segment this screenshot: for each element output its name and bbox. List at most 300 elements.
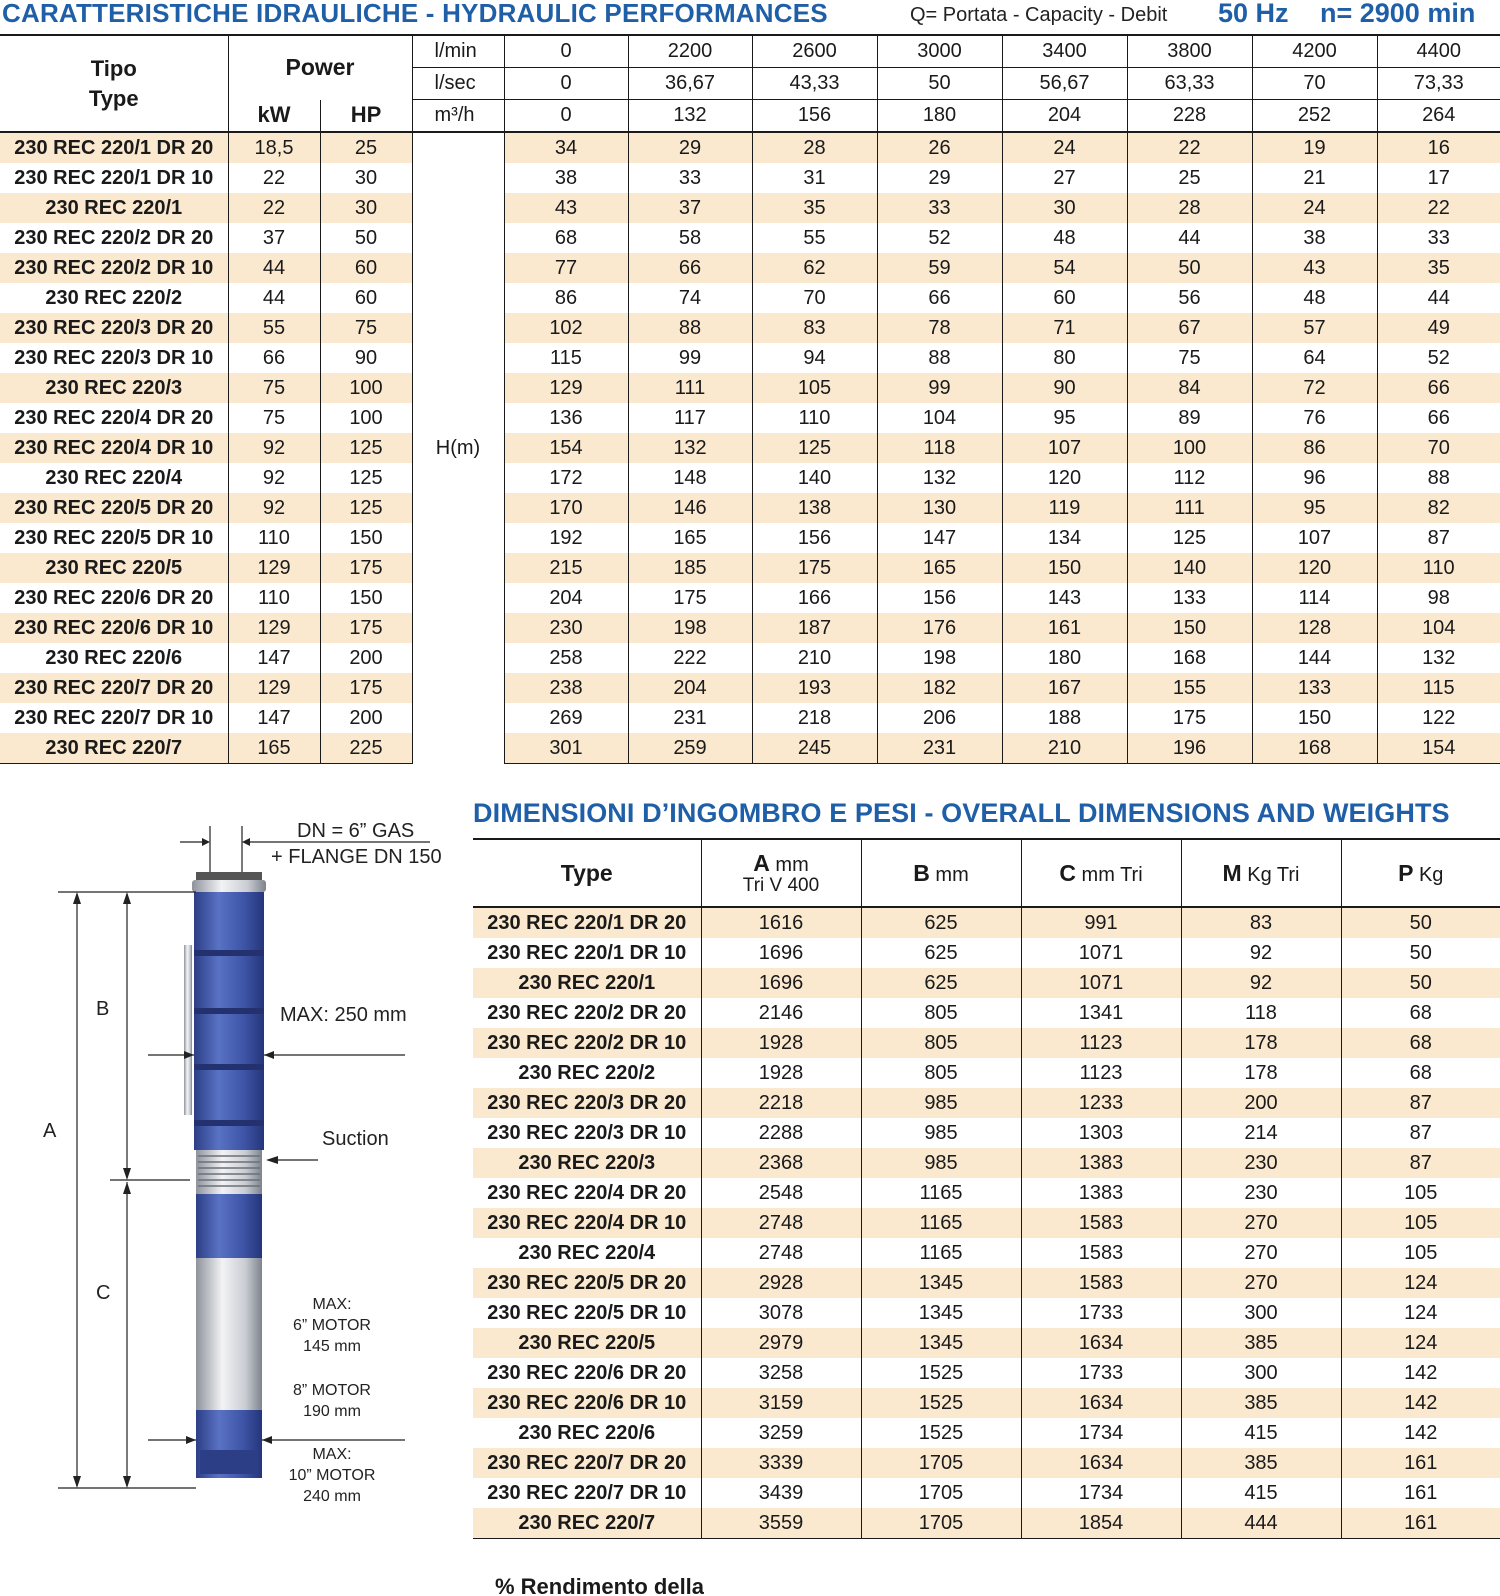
- pump-type: 230 REC 220/2 DR 20: [0, 223, 228, 253]
- power-hp: 60: [320, 253, 412, 283]
- head-value: 83: [752, 313, 877, 343]
- col-hp: HP: [320, 100, 412, 133]
- capacity-note: Q= Portata - Capacity - Debit: [910, 4, 1168, 26]
- power-hp: 90: [320, 343, 412, 373]
- power-kw: 37: [228, 223, 320, 253]
- flow-row: [0, 35, 1500, 68]
- power-kw: 75: [228, 373, 320, 403]
- head-value: 95: [1002, 403, 1127, 433]
- hydraulic-title: CARATTERISTICHE IDRAULICHE - HYDRAULIC PERFORMANCES: [2, 0, 828, 28]
- dim-a: 2288: [701, 1118, 861, 1148]
- head-value: 176: [877, 613, 1002, 643]
- head-value: 136: [504, 403, 628, 433]
- head-value: 231: [628, 703, 752, 733]
- power-kw: 110: [228, 523, 320, 553]
- dim-m: 214: [1181, 1118, 1341, 1148]
- head-value: 138: [752, 493, 877, 523]
- head-value: 90: [1002, 373, 1127, 403]
- dim-b: 1525: [861, 1418, 1021, 1448]
- table-row: [0, 523, 1500, 553]
- dim-p: 124: [1341, 1328, 1500, 1358]
- head-value: 26: [877, 132, 1002, 163]
- dim-m: 415: [1181, 1478, 1341, 1508]
- dimensions-title: DIMENSIONI D’INGOMBRO E PESI - OVERALL DIMENSIONS AND WEIGHTS: [473, 798, 1450, 828]
- head-value: 140: [1127, 553, 1252, 583]
- power-kw: 18,5: [228, 132, 320, 163]
- flow-value: 36,67: [628, 68, 752, 100]
- type-label: Type: [88, 85, 139, 111]
- head-value: 144: [1252, 643, 1377, 673]
- power-kw: 129: [228, 553, 320, 583]
- dim-b: 1165: [861, 1238, 1021, 1268]
- dim-a: 2548: [701, 1178, 861, 1208]
- flow-value: 4200: [1252, 35, 1377, 68]
- power-hp: 75: [320, 313, 412, 343]
- head-value: 258: [504, 643, 628, 673]
- dim-c: 1854: [1021, 1508, 1181, 1539]
- table-row: [473, 1448, 1500, 1478]
- max-width-label: MAX: 250 mm: [280, 1004, 407, 1026]
- pump-type: 230 REC 220/2: [473, 1058, 701, 1088]
- dim-b: 1705: [861, 1478, 1021, 1508]
- head-value: 175: [628, 583, 752, 613]
- dim-m: 385: [1181, 1448, 1341, 1478]
- dim-m: 270: [1181, 1208, 1341, 1238]
- dim-m: 118: [1181, 998, 1341, 1028]
- table-row: [0, 403, 1500, 433]
- pump-type: 230 REC 220/7: [0, 733, 228, 764]
- power-kw: 147: [228, 703, 320, 733]
- pump-type: 230 REC 220/3 DR 20: [0, 313, 228, 343]
- head-value: 146: [628, 493, 752, 523]
- dim-c: 1634: [1021, 1388, 1181, 1418]
- head-value: 193: [752, 673, 877, 703]
- table-row: [0, 673, 1500, 703]
- flow-value: 2600: [752, 35, 877, 68]
- dim-m: 200: [1181, 1088, 1341, 1118]
- flow-value: 3000: [877, 35, 1002, 68]
- table-row: [473, 1208, 1500, 1238]
- head-value: 120: [1252, 553, 1377, 583]
- head-value: 43: [504, 193, 628, 223]
- col-a: A mm Tri V 400: [701, 839, 861, 907]
- table-row: [473, 938, 1500, 968]
- dim-m: 270: [1181, 1238, 1341, 1268]
- head-value: 35: [1377, 253, 1500, 283]
- head-value: 70: [1377, 433, 1500, 463]
- table-row: [0, 283, 1500, 313]
- dim-m: 444: [1181, 1508, 1341, 1539]
- head-value: 67: [1127, 313, 1252, 343]
- head-value: 133: [1252, 673, 1377, 703]
- pump-type: 230 REC 220/6 DR 10: [473, 1388, 701, 1418]
- head-value: 134: [1002, 523, 1127, 553]
- head-value: 115: [504, 343, 628, 373]
- head-value: 204: [628, 673, 752, 703]
- head-value: 22: [1127, 132, 1252, 163]
- table-row: [473, 1508, 1500, 1539]
- power-kw: 44: [228, 253, 320, 283]
- pump-type: 230 REC 220/5: [0, 553, 228, 583]
- head-value: 238: [504, 673, 628, 703]
- head-value: 118: [877, 433, 1002, 463]
- dim-m: 415: [1181, 1418, 1341, 1448]
- power-hp: 60: [320, 283, 412, 313]
- head-value: 125: [752, 433, 877, 463]
- dim-m: 300: [1181, 1298, 1341, 1328]
- dim-a: 2368: [701, 1148, 861, 1178]
- head-value: 150: [1002, 553, 1127, 583]
- head-value: 112: [1127, 463, 1252, 493]
- head-value: 111: [628, 373, 752, 403]
- dim-c: 1583: [1021, 1268, 1181, 1298]
- head-value: 172: [504, 463, 628, 493]
- dim-b: 985: [861, 1148, 1021, 1178]
- head-value: 33: [1377, 223, 1500, 253]
- head-value: 154: [1377, 733, 1500, 764]
- power-kw: 147: [228, 643, 320, 673]
- dimension-c-label: C: [96, 1282, 111, 1304]
- head-value: 107: [1002, 433, 1127, 463]
- dim-m: 92: [1181, 938, 1341, 968]
- dim-p: 87: [1341, 1148, 1500, 1178]
- dim-c: 1383: [1021, 1178, 1181, 1208]
- dn-line2: + FLANGE DN 150: [271, 846, 442, 868]
- table-row: [473, 1298, 1500, 1328]
- dim-m: 385: [1181, 1328, 1341, 1358]
- head-value: 129: [504, 373, 628, 403]
- suction-label: Suction: [322, 1128, 389, 1150]
- flow-value: 0: [504, 35, 628, 68]
- table-row: [0, 313, 1500, 343]
- dimension-b-label: B: [96, 998, 110, 1020]
- power-hp: 100: [320, 373, 412, 403]
- head-value: 185: [628, 553, 752, 583]
- pump-type: 230 REC 220/4: [473, 1238, 701, 1268]
- hydraulic-table: [0, 34, 1500, 764]
- dim-p: 50: [1341, 907, 1500, 938]
- pump-type: 230 REC 220/3: [473, 1148, 701, 1178]
- head-value: 31: [752, 163, 877, 193]
- head-value: 102: [504, 313, 628, 343]
- dim-a: 2146: [701, 998, 861, 1028]
- head-value: 57: [1252, 313, 1377, 343]
- head-value: 143: [1002, 583, 1127, 613]
- dim-c: 1583: [1021, 1238, 1181, 1268]
- flow-value: 56,67: [1002, 68, 1127, 100]
- table-row: [473, 1028, 1500, 1058]
- dim-b: 625: [861, 907, 1021, 938]
- head-value: 60: [1002, 283, 1127, 313]
- dim-c: 1233: [1021, 1088, 1181, 1118]
- head-value: 82: [1377, 493, 1500, 523]
- dim-p: 142: [1341, 1388, 1500, 1418]
- head-value: 58: [628, 223, 752, 253]
- flow-value: 156: [752, 100, 877, 133]
- dim-a: 1928: [701, 1058, 861, 1088]
- dim-c: 1734: [1021, 1478, 1181, 1508]
- dimensions-header-row: [473, 839, 1500, 907]
- flow-value: 252: [1252, 100, 1377, 133]
- head-value: 204: [504, 583, 628, 613]
- table-row: [473, 907, 1500, 938]
- head-value: 166: [752, 583, 877, 613]
- head-value: 74: [628, 283, 752, 313]
- dim-a: 1928: [701, 1028, 861, 1058]
- frequency: 50 Hz: [1218, 0, 1289, 28]
- head-value: 301: [504, 733, 628, 764]
- power-kw: 22: [228, 193, 320, 223]
- head-value: 16: [1377, 132, 1500, 163]
- pump-type: 230 REC 220/6 DR 10: [0, 613, 228, 643]
- table-row: [0, 433, 1500, 463]
- head-value: 33: [628, 163, 752, 193]
- dim-p: 161: [1341, 1508, 1500, 1539]
- head-value: 206: [877, 703, 1002, 733]
- head-value: 125: [1127, 523, 1252, 553]
- power-hp: 50: [320, 223, 412, 253]
- dim-p: 142: [1341, 1358, 1500, 1388]
- dim-c: 1634: [1021, 1448, 1181, 1478]
- head-value: 147: [877, 523, 1002, 553]
- flow-value: 63,33: [1127, 68, 1252, 100]
- head-value: 104: [1377, 613, 1500, 643]
- head-value: 66: [1377, 373, 1500, 403]
- head-value: 86: [1252, 433, 1377, 463]
- head-value: 59: [877, 253, 1002, 283]
- flow-value: 0: [504, 100, 628, 133]
- dim-a: 3259: [701, 1418, 861, 1448]
- table-row: [473, 1238, 1500, 1268]
- pump-type: 230 REC 220/4 DR 10: [0, 433, 228, 463]
- head-value: 72: [1252, 373, 1377, 403]
- dim-m: 92: [1181, 968, 1341, 998]
- flow-value: 2200: [628, 35, 752, 68]
- dim-c: 1303: [1021, 1118, 1181, 1148]
- head-value: 52: [1377, 343, 1500, 373]
- pump-type: 230 REC 220/3 DR 10: [473, 1118, 701, 1148]
- dim-c: 1071: [1021, 968, 1181, 998]
- flow-value: 43,33: [752, 68, 877, 100]
- head-value: 120: [1002, 463, 1127, 493]
- dim-p: 161: [1341, 1448, 1500, 1478]
- dim-m: 270: [1181, 1268, 1341, 1298]
- head-value: 38: [504, 163, 628, 193]
- power-kw: 92: [228, 463, 320, 493]
- head-value: 230: [504, 613, 628, 643]
- col-power: Power: [228, 35, 412, 100]
- dim-p: 50: [1341, 968, 1500, 998]
- power-hp: 200: [320, 703, 412, 733]
- head-value: 33: [877, 193, 1002, 223]
- head-value: 231: [877, 733, 1002, 764]
- dim-p: 142: [1341, 1418, 1500, 1448]
- dim-p: 50: [1341, 938, 1500, 968]
- dim-c: 1383: [1021, 1148, 1181, 1178]
- dim-m: 230: [1181, 1148, 1341, 1178]
- head-value: 35: [752, 193, 877, 223]
- head-value: 222: [628, 643, 752, 673]
- power-kw: 22: [228, 163, 320, 193]
- head-value: 80: [1002, 343, 1127, 373]
- dim-b: 805: [861, 1058, 1021, 1088]
- head-value: 24: [1252, 193, 1377, 223]
- head-value: 170: [504, 493, 628, 523]
- flow-value: 180: [877, 100, 1002, 133]
- head-value: 133: [1127, 583, 1252, 613]
- dim-p: 105: [1341, 1208, 1500, 1238]
- head-value: 37: [628, 193, 752, 223]
- dim-a: 3159: [701, 1388, 861, 1418]
- power-hp: 150: [320, 583, 412, 613]
- head-value: 188: [1002, 703, 1127, 733]
- table-row: [473, 1388, 1500, 1418]
- head-value: 48: [1002, 223, 1127, 253]
- motor-note-2: 8” MOTOR 190 mm: [293, 1382, 371, 1420]
- head-value: 24: [1002, 132, 1127, 163]
- motor-note-3: MAX: 10” MOTOR 240 mm: [288, 1446, 376, 1505]
- dim-a: 1696: [701, 938, 861, 968]
- pump-type: 230 REC 220/4: [0, 463, 228, 493]
- dim-p: 68: [1341, 1028, 1500, 1058]
- dim-c: 1123: [1021, 1058, 1181, 1088]
- table-row: [0, 703, 1500, 733]
- head-value: 128: [1252, 613, 1377, 643]
- pump-type: 230 REC 220/2 DR 20: [473, 998, 701, 1028]
- dim-m: 300: [1181, 1358, 1341, 1388]
- power-hp: 175: [320, 553, 412, 583]
- head-value: 49: [1377, 313, 1500, 343]
- pump-type: 230 REC 220/1 DR 10: [0, 163, 228, 193]
- head-value: 196: [1127, 733, 1252, 764]
- head-value: 111: [1127, 493, 1252, 523]
- head-value: 19: [1252, 132, 1377, 163]
- head-value: 210: [1002, 733, 1127, 764]
- head-value: 150: [1252, 703, 1377, 733]
- head-value: 110: [1377, 553, 1500, 583]
- power-hp: 125: [320, 433, 412, 463]
- head-value: 175: [1127, 703, 1252, 733]
- head-value: 117: [628, 403, 752, 433]
- dim-p: 161: [1341, 1478, 1500, 1508]
- dim-p: 105: [1341, 1238, 1500, 1268]
- dim-a: 3339: [701, 1448, 861, 1478]
- table-row: [473, 1118, 1500, 1148]
- table-row: [0, 373, 1500, 403]
- head-value: 218: [752, 703, 877, 733]
- pump-type: 230 REC 220/3 DR 10: [0, 343, 228, 373]
- head-value: 105: [752, 373, 877, 403]
- table-row: [0, 223, 1500, 253]
- dim-b: 1705: [861, 1448, 1021, 1478]
- pump-type: 230 REC 220/4 DR 10: [473, 1208, 701, 1238]
- head-value: 62: [752, 253, 877, 283]
- pump-type: 230 REC 220/1 DR 20: [0, 132, 228, 163]
- table-row: [0, 132, 1500, 163]
- flow-value: 3800: [1127, 35, 1252, 68]
- table-row: [0, 583, 1500, 613]
- dim-a: 2928: [701, 1268, 861, 1298]
- table-row: [473, 1268, 1500, 1298]
- pump-type: 230 REC 220/7 DR 20: [0, 673, 228, 703]
- head-value: 44: [1127, 223, 1252, 253]
- head-value: 100: [1127, 433, 1252, 463]
- dim-b: 1345: [861, 1298, 1021, 1328]
- dim-b: 1345: [861, 1328, 1021, 1358]
- head-value: 88: [628, 313, 752, 343]
- dim-c: 1733: [1021, 1358, 1181, 1388]
- power-hp: 150: [320, 523, 412, 553]
- head-value: 99: [628, 343, 752, 373]
- dimension-a-label: A: [43, 1120, 57, 1142]
- head-value: 165: [628, 523, 752, 553]
- dim-p: 68: [1341, 1058, 1500, 1088]
- head-value: 161: [1002, 613, 1127, 643]
- head-value: 28: [1127, 193, 1252, 223]
- pump-illustration: [0, 820, 470, 1500]
- pump-type: 230 REC 220/2 DR 10: [473, 1028, 701, 1058]
- flow-unit: l/sec: [412, 68, 504, 100]
- pump-type: 230 REC 220/7 DR 10: [473, 1478, 701, 1508]
- head-value: 75: [1127, 343, 1252, 373]
- pump-type: 230 REC 220/2 DR 10: [0, 253, 228, 283]
- head-value: 71: [1002, 313, 1127, 343]
- dim-p: 87: [1341, 1118, 1500, 1148]
- head-value: 44: [1377, 283, 1500, 313]
- power-hp: 125: [320, 463, 412, 493]
- pump-type: 230 REC 220/5 DR 10: [0, 523, 228, 553]
- table-row: [0, 553, 1500, 583]
- dim-b: 805: [861, 1028, 1021, 1058]
- dim-a: 2748: [701, 1238, 861, 1268]
- head-value: 48: [1252, 283, 1377, 313]
- dim-p: 124: [1341, 1298, 1500, 1328]
- head-value: 17: [1377, 163, 1500, 193]
- head-value: 154: [504, 433, 628, 463]
- dim-b: 1525: [861, 1358, 1021, 1388]
- dim-a: 3439: [701, 1478, 861, 1508]
- pump-type: 230 REC 220/3 DR 20: [473, 1088, 701, 1118]
- head-value: 43: [1252, 253, 1377, 283]
- head-value: 94: [752, 343, 877, 373]
- head-value: 155: [1127, 673, 1252, 703]
- dim-a: 2218: [701, 1088, 861, 1118]
- pump-drawing: [0, 820, 470, 1505]
- pump-type: 230 REC 220/7: [473, 1508, 701, 1539]
- dim-a: 3078: [701, 1298, 861, 1328]
- head-value: 88: [877, 343, 1002, 373]
- table-row: [0, 193, 1500, 223]
- motor-note-1: MAX: 6” MOTOR 145 mm: [293, 1296, 371, 1355]
- dim-b: 625: [861, 968, 1021, 998]
- hydraulic-header: [0, 0, 1500, 32]
- dim-p: 68: [1341, 998, 1500, 1028]
- head-value: 119: [1002, 493, 1127, 523]
- power-hp: 200: [320, 643, 412, 673]
- head-value: 86: [504, 283, 628, 313]
- head-value: 66: [1377, 403, 1500, 433]
- head-value: 34: [504, 132, 628, 163]
- head-value: 29: [877, 163, 1002, 193]
- power-hp: 30: [320, 193, 412, 223]
- head-value: 56: [1127, 283, 1252, 313]
- power-kw: 165: [228, 733, 320, 764]
- tipo-label: Tipo: [90, 55, 137, 81]
- dn-line1: DN = 6” GAS: [297, 820, 415, 842]
- head-value: 68: [504, 223, 628, 253]
- head-value: 88: [1377, 463, 1500, 493]
- table-row: [473, 968, 1500, 998]
